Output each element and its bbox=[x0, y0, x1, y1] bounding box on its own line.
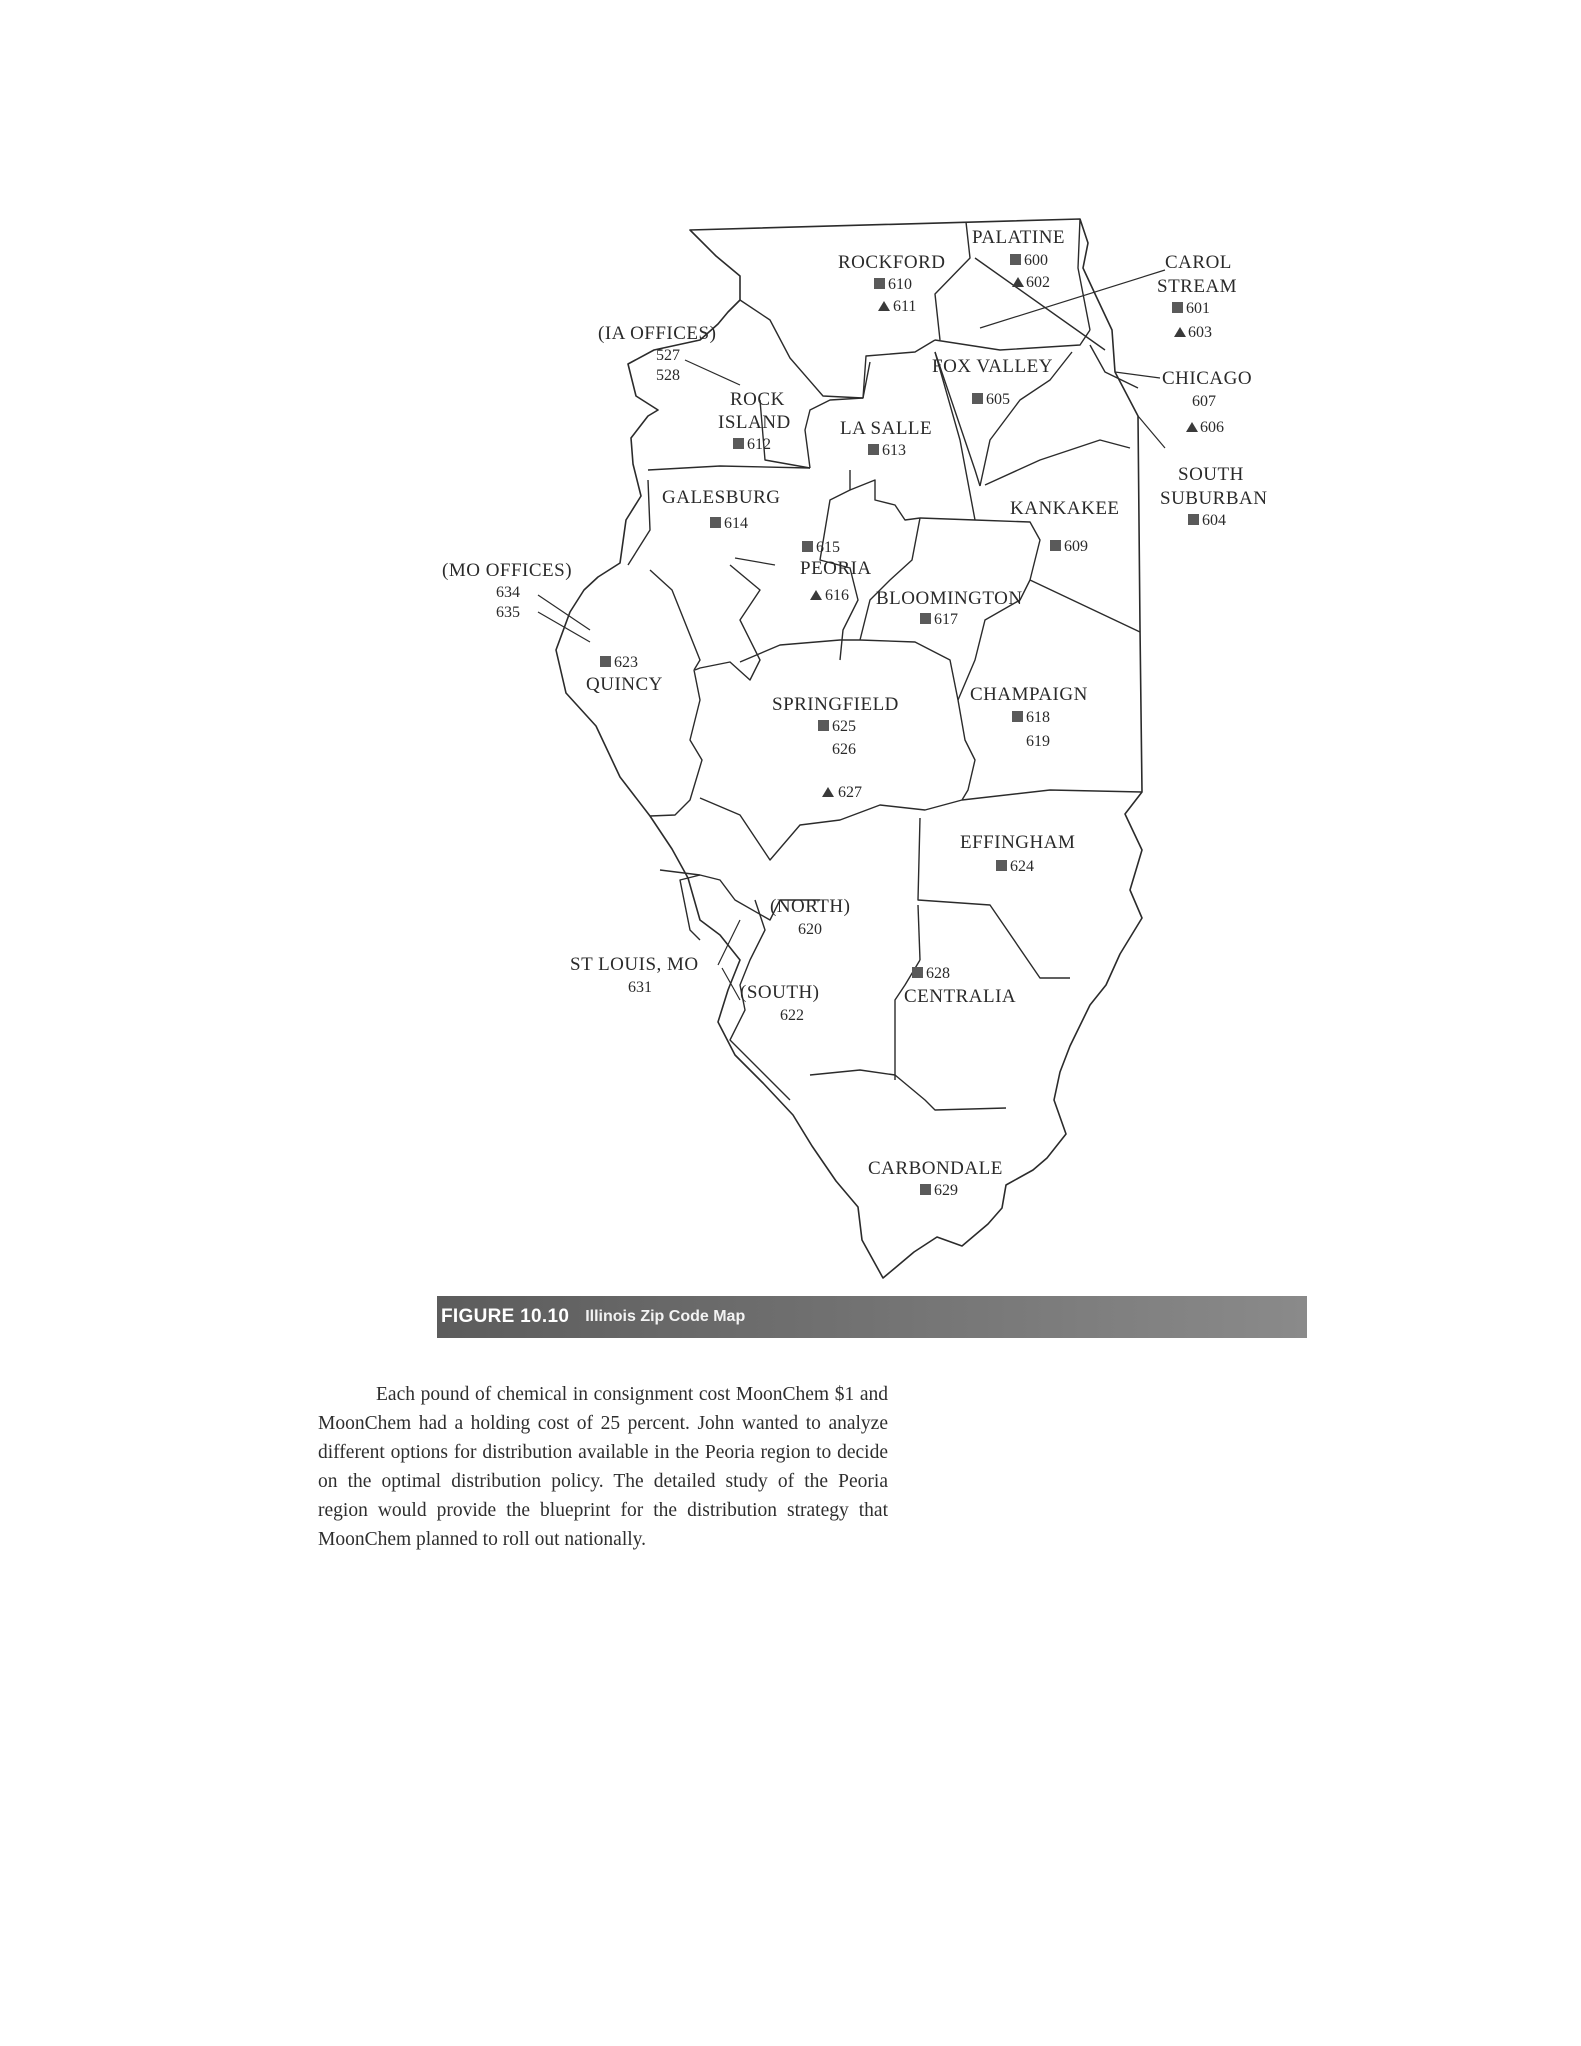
square-marker-icon bbox=[710, 517, 721, 528]
zip-code: 623 bbox=[614, 654, 638, 671]
region-carol-stream bbox=[1157, 252, 1237, 341]
figure-caption bbox=[437, 1296, 1307, 1338]
zip-code: 622 bbox=[780, 1007, 804, 1024]
region-name: BLOOMINGTON bbox=[876, 588, 1023, 609]
zip-code: 612 bbox=[747, 436, 771, 453]
triangle-marker-icon bbox=[1174, 327, 1186, 337]
zip-code: 607 bbox=[1192, 393, 1216, 410]
region-name: SUBURBAN bbox=[1160, 488, 1268, 509]
region-name: SPRINGFIELD bbox=[772, 694, 899, 715]
zip-code: 620 bbox=[798, 921, 822, 938]
zip-code: 634 bbox=[496, 584, 520, 601]
square-marker-icon bbox=[920, 1184, 931, 1195]
square-marker-icon bbox=[1172, 302, 1183, 313]
zip-code: 603 bbox=[1188, 324, 1212, 341]
region-name: (SOUTH) bbox=[740, 982, 820, 1003]
zip-code: 618 bbox=[1026, 709, 1050, 726]
zip-code: 624 bbox=[1010, 858, 1034, 875]
region-name: EFFINGHAM bbox=[960, 832, 1076, 853]
zip-code: 616 bbox=[825, 587, 849, 604]
region-name: QUINCY bbox=[586, 674, 663, 695]
zip-code: 610 bbox=[888, 276, 912, 293]
region-name: GALESBURG bbox=[662, 487, 781, 508]
zip-code: 602 bbox=[1026, 274, 1050, 291]
region-chicago bbox=[1162, 368, 1252, 436]
square-marker-icon bbox=[733, 438, 744, 449]
square-marker-icon bbox=[600, 656, 611, 667]
external-name: (IA OFFICES) bbox=[598, 323, 717, 344]
zip-code: 626 bbox=[832, 741, 856, 758]
zip-code: 528 bbox=[656, 367, 680, 384]
region-name: (NORTH) bbox=[770, 896, 851, 917]
figure-number: FIGURE 10.10 bbox=[441, 1306, 570, 1327]
square-marker-icon bbox=[874, 278, 885, 289]
region-south-suburban bbox=[1160, 464, 1267, 529]
zip-code: 600 bbox=[1024, 252, 1048, 269]
zip-code: 617 bbox=[934, 611, 958, 628]
zip-code: 605 bbox=[986, 391, 1010, 408]
zip-code: 631 bbox=[628, 979, 652, 996]
external-st-louis bbox=[570, 954, 699, 996]
zip-code: 625 bbox=[832, 718, 856, 735]
square-marker-icon bbox=[1012, 711, 1023, 722]
square-marker-icon bbox=[912, 967, 923, 978]
external-name: ST LOUIS, MO bbox=[570, 954, 699, 975]
zip-code: 611 bbox=[893, 298, 917, 315]
zip-code: 601 bbox=[1186, 300, 1210, 317]
square-marker-icon bbox=[868, 444, 879, 455]
region-name: FOX VALLEY bbox=[932, 356, 1053, 377]
region-name: PALATINE bbox=[972, 227, 1066, 248]
square-marker-icon bbox=[802, 541, 813, 552]
leader-chicago bbox=[1115, 372, 1160, 378]
square-marker-icon bbox=[920, 613, 931, 624]
square-marker-icon bbox=[972, 393, 983, 404]
zip-code: 604 bbox=[1202, 512, 1226, 529]
zip-code: 527 bbox=[656, 347, 680, 364]
region-name: PEORIA bbox=[800, 558, 872, 579]
zip-code: 606 bbox=[1200, 419, 1224, 436]
region-name: ROCK bbox=[730, 389, 785, 410]
zip-code: 629 bbox=[934, 1182, 958, 1199]
square-marker-icon bbox=[818, 720, 829, 731]
zip-code: 627 bbox=[838, 784, 862, 801]
external-name: (MO OFFICES) bbox=[442, 560, 573, 581]
region-name: ISLAND bbox=[718, 412, 791, 433]
region-name: CENTRALIA bbox=[904, 986, 1017, 1007]
square-marker-icon bbox=[1050, 540, 1061, 551]
region-name: CARBONDALE bbox=[868, 1158, 1003, 1179]
zip-code: 609 bbox=[1064, 538, 1088, 555]
square-marker-icon bbox=[1010, 254, 1021, 265]
body-paragraph: Each pound of chemical in consignment cost MoonChem $1 and MoonChem had a holding cost of 25 percent. John wanted to analyze different options for distribution available in the Peoria region to decide on the optimal distribution policy. The detailed study of the Peoria region would provide the blueprint for the distribution strategy that MoonChem planned to roll out nationally. bbox=[318, 1384, 888, 1550]
region-name: SOUTH bbox=[1178, 464, 1244, 485]
region-name: CAROL bbox=[1165, 252, 1232, 273]
triangle-marker-icon bbox=[1186, 422, 1198, 432]
square-marker-icon bbox=[996, 860, 1007, 871]
region-name: STREAM bbox=[1157, 276, 1238, 297]
leader-south-suburban bbox=[1138, 416, 1165, 448]
zip-code: 614 bbox=[724, 515, 748, 532]
region-name: CHAMPAIGN bbox=[970, 684, 1088, 705]
region-name: LA SALLE bbox=[840, 418, 933, 439]
zip-code: 619 bbox=[1026, 733, 1050, 750]
figure-title: Illinois Zip Code Map bbox=[585, 1308, 746, 1325]
zip-code: 615 bbox=[816, 539, 840, 556]
region-name: KANKAKEE bbox=[1010, 498, 1120, 519]
zip-code: 613 bbox=[882, 442, 906, 459]
square-marker-icon bbox=[1188, 514, 1199, 525]
region-name: ROCKFORD bbox=[838, 252, 946, 273]
external-mo-offices bbox=[442, 560, 572, 621]
zip-code: 635 bbox=[496, 604, 520, 621]
region-name: CHICAGO bbox=[1162, 368, 1253, 389]
zip-code: 628 bbox=[926, 965, 950, 982]
